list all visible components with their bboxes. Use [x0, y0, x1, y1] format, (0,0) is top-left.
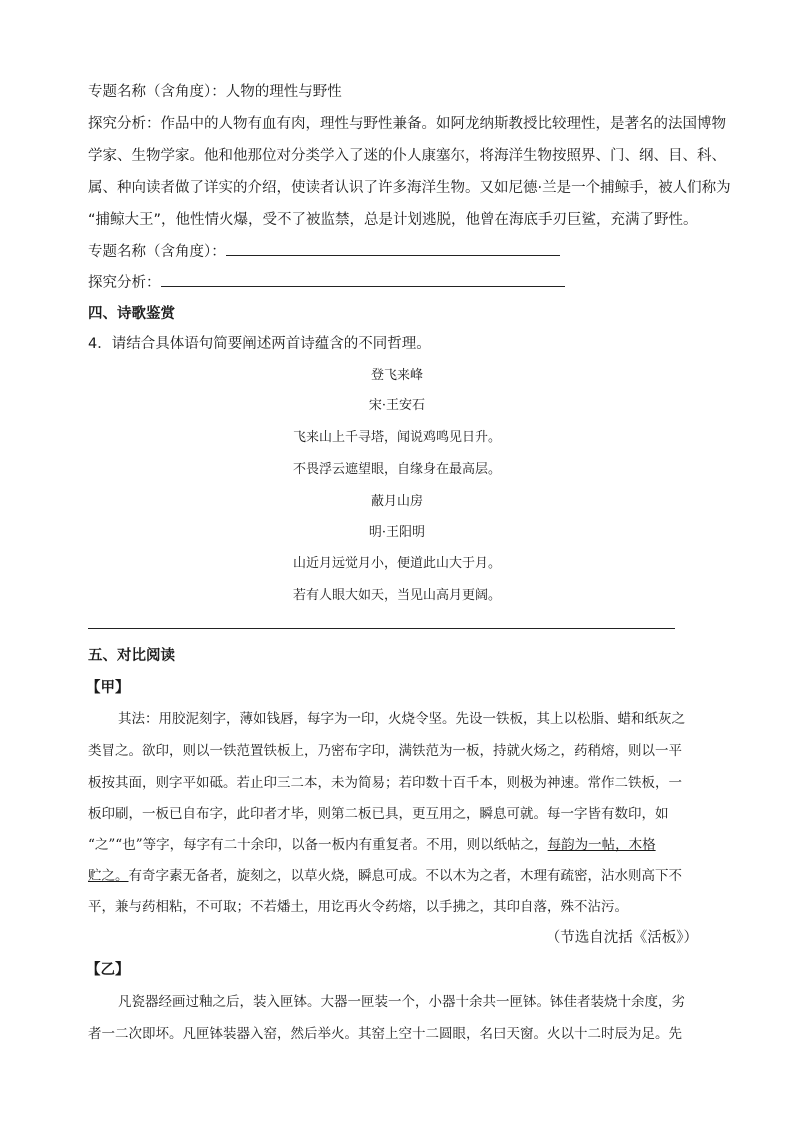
- passage-line: 平，兼与药相粘，不可取；不若燔土，用讫再火令药熔，以手拂之，其印自落，殊不沾污。: [88, 899, 628, 915]
- passage-line: 其法：用胶泥刻字，薄如钱唇，每字为一印，火烧令坚。先设一铁板，其上以松脂、蜡和纸灰之: [118, 711, 685, 727]
- passage-source: （节选自沈括《活板》）: [545, 930, 698, 946]
- analysis-line: “捕鲸大王”，他性情火爆，受不了被监禁，总是计划逃脱，他曾在海底手刃巨鲨，充满了野性。: [88, 212, 698, 228]
- answer-line[interactable]: [88, 628, 675, 629]
- passage-line: 者一二次即坏。凡匣钵装器入窑，然后举火。其窑上空十二圆眼，名曰天窗。火以十二时辰为足。先: [88, 1026, 682, 1042]
- underlined-text: 每韵为一帖，木格: [547, 837, 656, 853]
- passage-line: 凡瓷器经画过釉之后，装入匣钵。大器一匣装一个，小器十余共一匣钵。钵佳者装烧十余度，劣: [118, 994, 685, 1010]
- passage-text: “之”“也”等字，每字有二十余印，以备一板内有重复者。不用，则以纸帖之，: [88, 837, 548, 853]
- poem-title: 登飞来峰: [370, 368, 423, 383]
- poem-author: 宋·王安石: [368, 398, 426, 413]
- topic-line-2: [88, 241, 560, 262]
- passage-line: [88, 866, 682, 886]
- poem-line: 若有人眼大如天，当见山高月更阔。: [292, 588, 501, 603]
- analysis-line-2: [88, 272, 565, 293]
- topic-answer-blank[interactable]: [226, 241, 560, 256]
- poem-author: 明·王阳明: [368, 525, 426, 540]
- poem-line: 不畏浮云遮望眼，自缘身在最高层。: [292, 462, 501, 477]
- analysis-label: 探究分析：: [88, 275, 161, 291]
- question: 4．请结合具体语句简要阐述两首诗蕴含的不同哲理。: [88, 336, 431, 352]
- passage-text: 有奇字素无备者，旋刻之，以草火烧，瞬息可成。不以木为之者，木理有疏密，沾水则高下不: [128, 868, 682, 884]
- analysis-line: 探究分析：作品中的人物有血有肉，理性与野性兼备。如阿龙纳斯教授比较理性，是著名的法国博物: [88, 116, 726, 132]
- analysis-answer-blank[interactable]: [161, 272, 565, 287]
- passage-label: 【乙】: [86, 962, 130, 978]
- passage-line: 板按其面，则字平如砥。若止印三二本，未为简易；若印数十百千本，则极为神速。常作二铁板，一: [88, 775, 682, 791]
- topic-value: 人物的理性与野性: [225, 84, 342, 100]
- topic-line-1: [88, 82, 342, 102]
- analysis-line: 学家、生物学家。他和他那位对分类学入了迷的仆人康塞尔，将海洋生物按照界、门、纲、目、科、: [88, 148, 726, 164]
- poem-title: 蔽月山房: [370, 494, 423, 509]
- passage-line: 类冒之。欲印，则以一铁范置铁板上，乃密布字印，满铁范为一板，持就火炀之，药稍熔，则以一平: [88, 743, 682, 759]
- passage-label: 【甲】: [86, 680, 130, 696]
- topic-label: 专题名称（含角度）：: [88, 84, 226, 100]
- underlined-text: 贮之。: [88, 868, 129, 884]
- section-heading: 四、诗歌鉴赏: [88, 306, 175, 322]
- passage-line: 板印刷，一板已自布字，此印者才毕，则第二板已具，更互用之，瞬息可就。每一字皆有数印，如: [88, 806, 669, 822]
- analysis-line: 属、种向读者做了详实的介绍，使读者认识了许多海洋生物。又如尼德·兰是一个捕鲸手，被人们称为: [88, 180, 731, 196]
- topic-label: 专题名称（含角度）：: [88, 244, 226, 260]
- section-heading: 五、对比阅读: [88, 648, 175, 664]
- passage-line: [88, 835, 656, 855]
- poem-line: 飞来山上千寻塔，闻说鸡鸣见日升。: [292, 430, 501, 445]
- poem-line: 山近月远觉月小，便道此山大于月。: [292, 556, 501, 571]
